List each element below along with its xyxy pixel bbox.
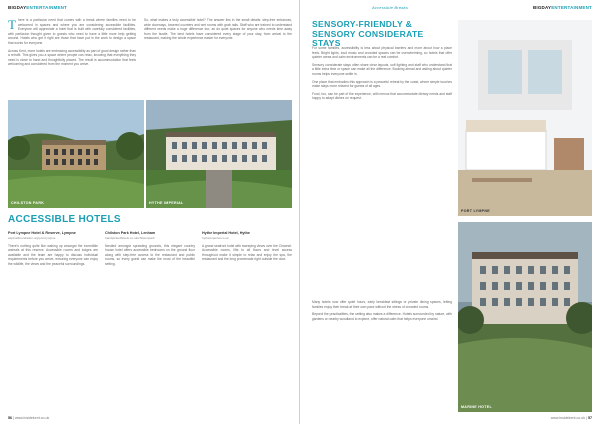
body-paragraph: Beyond the practicalities, the setting also makes a difference. Hotels surrounded by nature, with gardens or nearby woodland to explore, offer natural calm that helps everyone unwind. (312, 312, 452, 321)
hythe-imperial-image (146, 100, 292, 208)
left-header (8, 5, 67, 10)
sensory-column-1 (312, 46, 452, 104)
listing-hythe-imperial (202, 231, 292, 265)
port-lympne-image (458, 20, 592, 216)
right-page (300, 0, 600, 424)
photo-caption: HYTHE IMPERIAL (149, 201, 184, 205)
left-footer: 56 | www.insidekent.co.uk (8, 416, 50, 420)
page-number: 57 (588, 416, 592, 420)
listing-name: Port Lympne Hotel & Reserve, Lympne (8, 231, 76, 235)
brand-logo: BIGDAYENTERTAINMENT (532, 5, 592, 10)
section-label: Accessible Breaks (372, 5, 409, 10)
intro-paragraph: Across Kent, more hotels are embracing accessibility as part of good design rather than a retrofit. This gives you a space where people can relax, knowing that everything they need is close to hand and thoughtfully placed. The result is accommodation that feels welcoming and considered from the moment you arrive. (8, 48, 136, 67)
listing-body: A grand seafront hotel with sweeping views over the Channel. Accessible rooms, lifts to all floors and level access throughout make it simple to relax and enjoy the spa, the restaurant and the long promenade right outside the door. (202, 243, 292, 262)
intro-paragraph: There is a particular need that comes with a break where families need to be welcomed in spaces and where you are considering accessible facilities. Everyone will appreciate a hotel that is built with carefully considered facilities, with particular thought given to guests who need to have a little more help getting around. Hotels who get it right are those that have put in the work to design a space that works for everyone. (8, 17, 136, 45)
intro-column-1 (8, 18, 136, 70)
photo-chilston-park (8, 100, 144, 208)
body-paragraph: Many hotels now offer quiet hours, early breakfast sittings or private dining spaces, letting families enjoy their break at their own pace without the stress of crowded rooms. (312, 300, 452, 309)
right-footer: www.insidekent.co.uk | 57 (550, 416, 592, 420)
photo-caption: PORT LYMPNE (461, 209, 490, 213)
page-number: 56 (8, 416, 12, 420)
brand-logo: BIGDAYENTERTAINMENT (8, 5, 68, 10)
photo-caption: CHILSTON PARK (11, 201, 45, 205)
listing-body: Nestled amongst sprawling grounds, this elegant country house hotel offers accessible bedrooms on the ground floor along with step-free access to the restaurant and public rooms, so every guest can make the most of the beautiful setting. (105, 243, 195, 267)
footer-site[interactable]: www.insidekent.co.uk (14, 416, 50, 420)
right-header-brand (533, 5, 592, 10)
right-header-section (372, 5, 408, 10)
photo-port-lympne (458, 20, 592, 216)
listing-name: Chilston Park Hotel, Lenham (105, 231, 156, 235)
footer-site[interactable]: www.insidekent.co.uk (550, 416, 586, 420)
chilston-park-image (8, 100, 144, 208)
listing-contact[interactable]: handpickedhotels.co.uk/chilstonpark (105, 236, 155, 241)
dropcap: T (8, 17, 16, 32)
body-paragraph: One place that embodies this approach is a peaceful retreat by the coast, where simple touches make stays more relaxed for guests of all ages. (312, 79, 452, 89)
listing-contact[interactable]: hytheimperial.co.uk (202, 236, 229, 241)
intro-paragraph: So, what makes a truly accessible hotel? The answer lies in the small details: step-free entrances, wide doorways, lowered counters and wet rooms with grab rails. Staff who are trained to understand different needs make a huge difference too, as do quiet spaces for anyone who needs time away from the bustle. The best hotels have considered every stage of your stay, from arrival to the restaurant, making the whole experience easier for everyone. (144, 18, 292, 41)
section-title-accessible-hotels: ACCESSIBLE HOTELS (8, 214, 121, 225)
section-title-sensory: SENSORY-FRIENDLY & SENSORY CONSIDERATE STAYS (312, 19, 424, 49)
body-paragraph: Food, too, can be part of the experience, with menus that accommodate dietary needs and staff happy to adapt dishes on request. (312, 91, 452, 101)
photo-marine-hotel (458, 222, 592, 412)
body-paragraph: For some families, accessibility is less about physical barriers and more about how a place feels. Bright lights, loud music and crowded spaces can be overwhelming, so hotels that offer quieter areas and calm environments can be a real comfort. (312, 46, 452, 60)
marine-hotel-image (458, 222, 592, 412)
listing-name: Hythe Imperial Hotel, Hythe (202, 231, 250, 235)
listing-contact[interactable]: aspinallfoundation.org/port-lympne (8, 236, 56, 241)
photo-caption: MARINE HOTEL (461, 405, 492, 409)
intro-column-2 (144, 18, 292, 44)
listing-chilston-park (105, 231, 195, 270)
sensory-column-2 (312, 300, 452, 324)
body-paragraph: Sensory considerate stays often share clear layouts, soft lighting and staff who understand that a little extra time or space can make all the difference. Booking ahead and asking about quieter rooms helps everyone settle in. (312, 62, 452, 76)
listing-port-lympne (8, 231, 98, 270)
photo-hythe-imperial (146, 100, 292, 208)
listing-body: There's nothing quite like waking up amongst the incredible animals at this reserve. Accessible rooms and lodges are available and the team are happy to discuss individual requirements before you arrive, ensuring everyone can enjoy the wildlife, the views and the peaceful surroundings. (8, 243, 98, 267)
